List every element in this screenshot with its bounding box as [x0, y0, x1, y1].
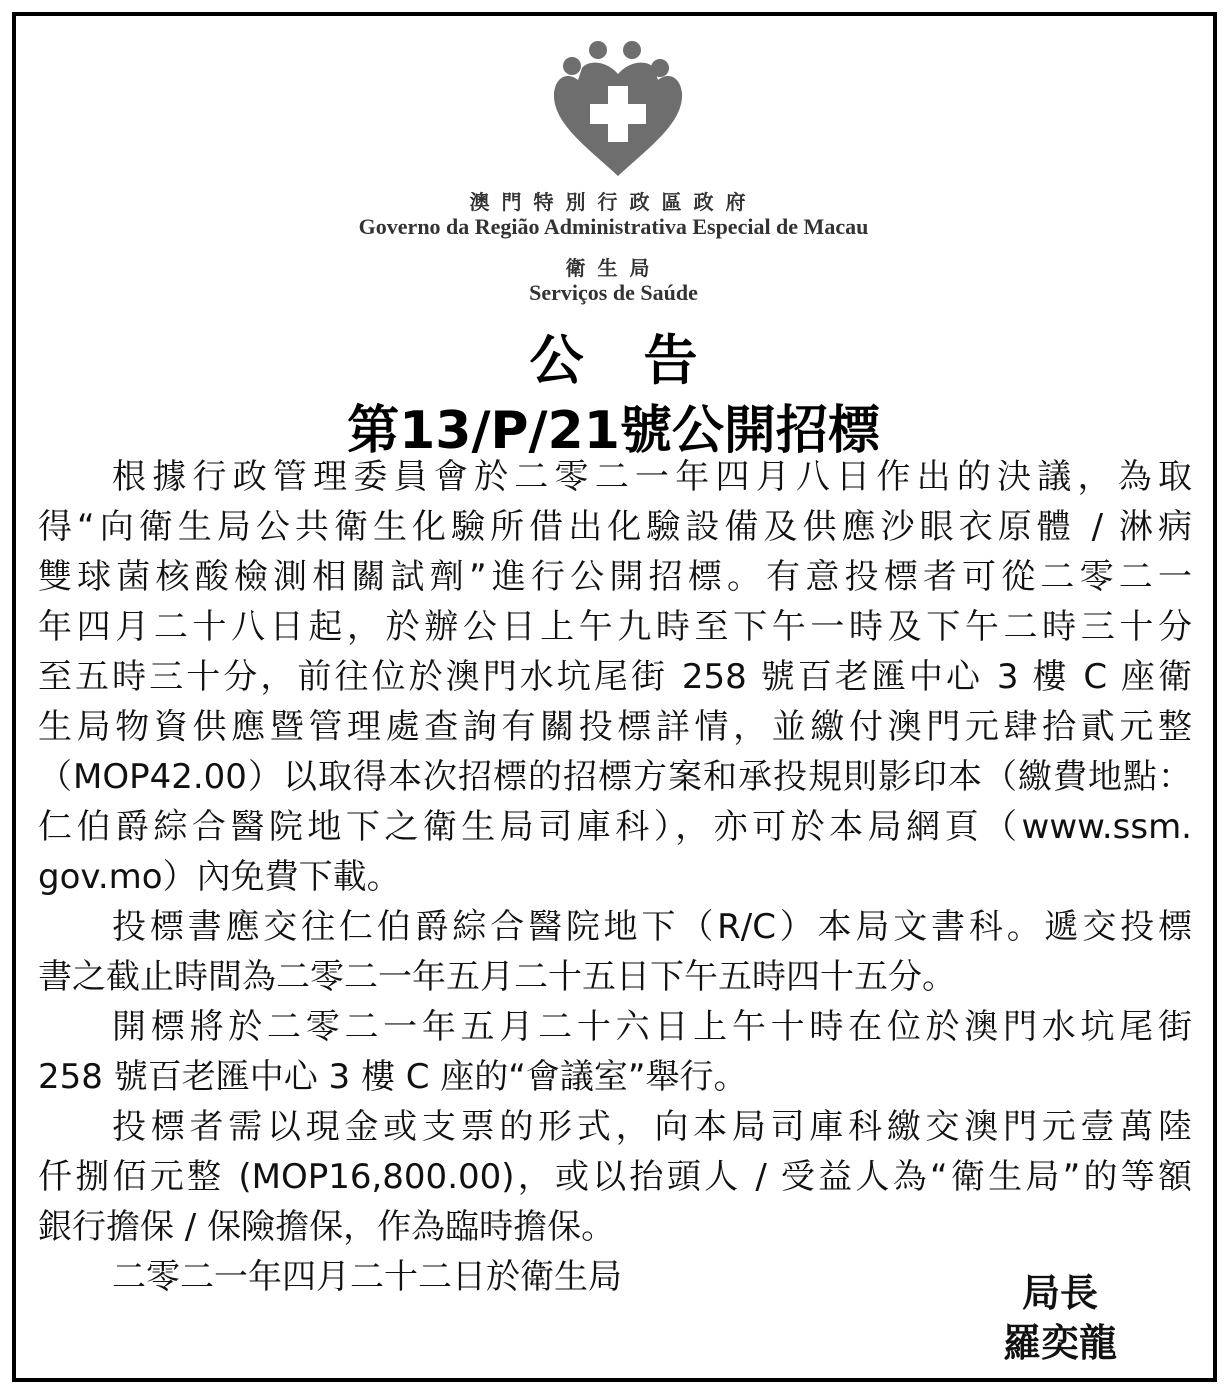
body-line: 根據行政管理委員會於二零二一年四月八日作出的決議，為取	[112, 457, 1192, 497]
department-name-pt: Serviços de Saúde	[529, 280, 698, 305]
department-name-zh: 衛生局	[565, 258, 662, 280]
body-line: 投標書應交往仁伯爵綜合醫院地下（R/C）本局文書科。遞交投標	[112, 907, 1192, 947]
health-services-logo	[548, 38, 688, 178]
body-line: 仁伯爵綜合醫院地下之衛生局司庫科），亦可於本局網頁（www.ssm.	[38, 807, 1192, 847]
date-line: 二零二一年四月二十二日於衛生局	[112, 1257, 622, 1297]
signatory-name: 羅奕龍	[1002, 1321, 1117, 1365]
tender-number-heading: 第13/P/21號公開招標	[347, 401, 880, 461]
signatory-title: 局長	[1021, 1271, 1098, 1315]
body-line: 仟捌佰元整 (MOP16,800.00)，或以抬頭人 / 受益人為“衛生局”的等額	[38, 1157, 1192, 1197]
notice-body	[38, 452, 1192, 1302]
body-line: 年四月二十八日起，於辦公日上午九時至下午一時及下午二時三十分	[38, 607, 1192, 647]
notice-heading: 公告	[529, 329, 758, 392]
government-name-pt: Governo da Região Administrativa Especial de Macau	[358, 214, 869, 239]
body-line: 雙球菌核酸檢測相關試劑”進行公開招標。有意投標者可從二零二一	[38, 557, 1192, 597]
body-line: 投標者需以現金或支票的形式，向本局司庫科繳交澳門元壹萬陸	[112, 1107, 1192, 1147]
body-line: 得“向衛生局公共衛生化驗所借出化驗設備及供應沙眼衣原體 / 淋病	[38, 507, 1192, 547]
body-line: 銀行擔保 / 保險擔保，作為臨時擔保。	[38, 1207, 616, 1247]
government-name-zh: 澳門特別行政區政府	[469, 192, 758, 214]
body-line: 書之截止時間為二零二一年五月二十五日下午五時四十五分。	[38, 957, 956, 997]
body-line: 開標將於二零二一年五月二十六日上午十時在位於澳門水坑尾街	[112, 1007, 1192, 1047]
body-line: 至五時三十分，前往位於澳門水坑尾街 258 號百老匯中心 3 樓 C 座衛	[38, 657, 1192, 697]
body-line: 258 號百老匯中心 3 樓 C 座的“會議室”舉行。	[38, 1057, 748, 1097]
body-line: （MOP42.00）以取得本次招標的招標方案和承投規則影印本（繳費地點：	[38, 757, 1192, 797]
body-line: gov.mo）內免費下載。	[38, 857, 401, 897]
body-line: 生局物資供應暨管理處查詢有關投標詳情，並繳付澳門元肆拾貳元整	[38, 707, 1192, 747]
